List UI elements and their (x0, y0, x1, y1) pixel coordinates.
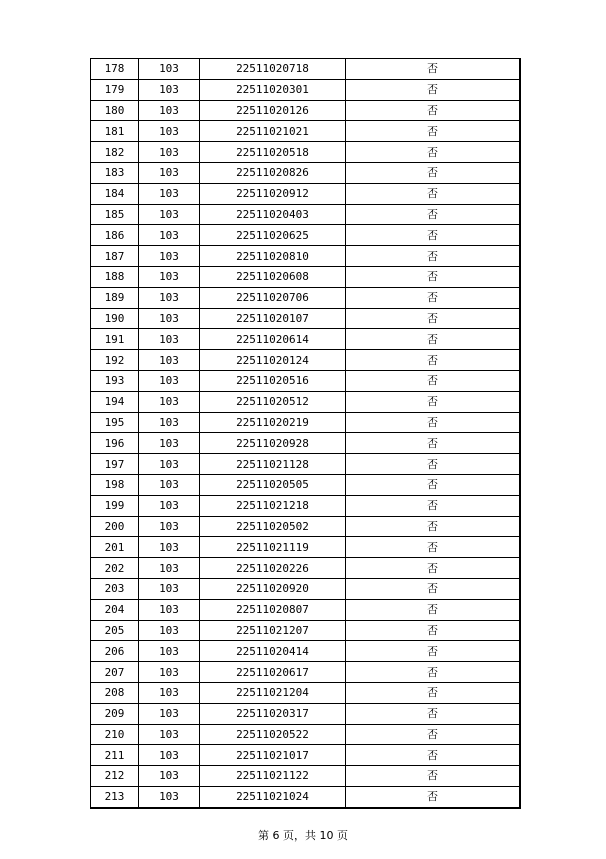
status-cell: 否 (346, 162, 521, 183)
id-number-cell: 22511020826 (200, 162, 346, 183)
table-row (91, 724, 521, 745)
status-cell: 否 (346, 454, 521, 475)
code-cell: 103 (139, 204, 200, 225)
table-row (91, 662, 521, 683)
id-number-cell: 22511020516 (200, 370, 346, 391)
row-number-cell: 182 (91, 142, 139, 163)
code-cell: 103 (139, 724, 200, 745)
table-row (91, 766, 521, 787)
table-row (91, 786, 521, 807)
table-row (91, 142, 521, 163)
code-cell: 103 (139, 121, 200, 142)
row-number-cell: 187 (91, 246, 139, 267)
code-cell: 103 (139, 786, 200, 807)
code-cell: 103 (139, 620, 200, 641)
code-cell: 103 (139, 703, 200, 724)
id-number-cell: 22511021017 (200, 745, 346, 766)
row-number-cell: 212 (91, 766, 139, 787)
table-row (91, 391, 521, 412)
table-row (91, 225, 521, 246)
status-cell: 否 (346, 100, 521, 121)
row-number-cell: 207 (91, 662, 139, 683)
status-cell: 否 (346, 620, 521, 641)
code-cell: 103 (139, 350, 200, 371)
id-number-cell: 22511021024 (200, 786, 346, 807)
row-number-cell: 204 (91, 599, 139, 620)
row-number-cell: 210 (91, 724, 139, 745)
status-cell: 否 (346, 578, 521, 599)
id-number-cell: 22511020608 (200, 266, 346, 287)
code-cell: 103 (139, 79, 200, 100)
row-number-cell: 206 (91, 641, 139, 662)
table-row (91, 620, 521, 641)
status-cell: 否 (346, 329, 521, 350)
code-cell: 103 (139, 599, 200, 620)
row-number-cell: 196 (91, 433, 139, 454)
row-number-cell: 186 (91, 225, 139, 246)
status-cell: 否 (346, 641, 521, 662)
row-number-cell: 178 (91, 59, 139, 80)
code-cell: 103 (139, 474, 200, 495)
table-row (91, 246, 521, 267)
status-cell: 否 (346, 266, 521, 287)
row-number-cell: 200 (91, 516, 139, 537)
table-row (91, 204, 521, 225)
table-row (91, 578, 521, 599)
status-cell: 否 (346, 724, 521, 745)
row-number-cell: 179 (91, 79, 139, 100)
code-cell: 103 (139, 183, 200, 204)
code-cell: 103 (139, 495, 200, 516)
row-number-cell: 194 (91, 391, 139, 412)
status-cell: 否 (346, 599, 521, 620)
status-cell: 否 (346, 558, 521, 579)
status-cell: 否 (346, 350, 521, 371)
table-row (91, 703, 521, 724)
id-number-cell: 22511020414 (200, 641, 346, 662)
table-row (91, 495, 521, 516)
code-cell: 103 (139, 162, 200, 183)
code-cell: 103 (139, 266, 200, 287)
status-cell: 否 (346, 204, 521, 225)
code-cell: 103 (139, 558, 200, 579)
table-row (91, 641, 521, 662)
table-row (91, 308, 521, 329)
table-row (91, 558, 521, 579)
id-number-cell: 22511020928 (200, 433, 346, 454)
status-cell: 否 (346, 225, 521, 246)
row-number-cell: 191 (91, 329, 139, 350)
row-number-cell: 211 (91, 745, 139, 766)
row-number-cell: 188 (91, 266, 139, 287)
row-number-cell: 202 (91, 558, 139, 579)
id-number-cell: 22511020614 (200, 329, 346, 350)
table-row (91, 100, 521, 121)
table-body (91, 59, 521, 808)
code-cell: 103 (139, 412, 200, 433)
row-number-cell: 208 (91, 682, 139, 703)
code-cell: 103 (139, 745, 200, 766)
status-cell: 否 (346, 662, 521, 683)
table-row (91, 329, 521, 350)
row-number-cell: 199 (91, 495, 139, 516)
id-number-cell: 22511020512 (200, 391, 346, 412)
code-cell: 103 (139, 329, 200, 350)
code-cell: 103 (139, 308, 200, 329)
row-number-cell: 201 (91, 537, 139, 558)
table-row (91, 370, 521, 391)
table-row (91, 745, 521, 766)
table-row (91, 474, 521, 495)
id-number-cell: 22511020301 (200, 79, 346, 100)
table-row (91, 516, 521, 537)
code-cell: 103 (139, 100, 200, 121)
id-number-cell: 22511020617 (200, 662, 346, 683)
row-number-cell: 185 (91, 204, 139, 225)
id-number-cell: 22511020522 (200, 724, 346, 745)
row-number-cell: 193 (91, 370, 139, 391)
code-cell: 103 (139, 766, 200, 787)
status-cell: 否 (346, 703, 521, 724)
row-number-cell: 183 (91, 162, 139, 183)
status-cell: 否 (346, 370, 521, 391)
id-number-cell: 22511020625 (200, 225, 346, 246)
code-cell: 103 (139, 641, 200, 662)
id-number-cell: 22511020502 (200, 516, 346, 537)
status-cell: 否 (346, 766, 521, 787)
status-cell: 否 (346, 287, 521, 308)
status-cell: 否 (346, 391, 521, 412)
id-number-cell: 22511020505 (200, 474, 346, 495)
status-cell: 否 (346, 246, 521, 267)
status-cell: 否 (346, 516, 521, 537)
id-number-cell: 22511020403 (200, 204, 346, 225)
table-row (91, 121, 521, 142)
id-number-cell: 22511021207 (200, 620, 346, 641)
id-number-cell: 22511020718 (200, 59, 346, 80)
table-row (91, 599, 521, 620)
row-number-cell: 205 (91, 620, 139, 641)
id-number-cell: 22511020810 (200, 246, 346, 267)
row-number-cell: 195 (91, 412, 139, 433)
status-cell: 否 (346, 786, 521, 807)
code-cell: 103 (139, 225, 200, 246)
table-row (91, 412, 521, 433)
status-cell: 否 (346, 495, 521, 516)
code-cell: 103 (139, 370, 200, 391)
table-row (91, 537, 521, 558)
table-row (91, 266, 521, 287)
status-cell: 否 (346, 142, 521, 163)
table-row (91, 183, 521, 204)
row-number-cell: 209 (91, 703, 139, 724)
row-number-cell: 189 (91, 287, 139, 308)
id-number-cell: 22511020706 (200, 287, 346, 308)
status-cell: 否 (346, 682, 521, 703)
data-table (90, 58, 521, 809)
status-cell: 否 (346, 745, 521, 766)
id-number-cell: 22511020912 (200, 183, 346, 204)
id-number-cell: 22511020226 (200, 558, 346, 579)
table-row (91, 350, 521, 371)
status-cell: 否 (346, 79, 521, 100)
code-cell: 103 (139, 537, 200, 558)
id-number-cell: 22511020124 (200, 350, 346, 371)
id-number-cell: 22511020317 (200, 703, 346, 724)
table-row (91, 287, 521, 308)
id-number-cell: 22511021128 (200, 454, 346, 475)
id-number-cell: 22511020518 (200, 142, 346, 163)
row-number-cell: 192 (91, 350, 139, 371)
table-row (91, 682, 521, 703)
code-cell: 103 (139, 142, 200, 163)
code-cell: 103 (139, 246, 200, 267)
status-cell: 否 (346, 474, 521, 495)
code-cell: 103 (139, 433, 200, 454)
code-cell: 103 (139, 516, 200, 537)
id-number-cell: 22511020107 (200, 308, 346, 329)
status-cell: 否 (346, 59, 521, 80)
row-number-cell: 213 (91, 786, 139, 807)
row-number-cell: 184 (91, 183, 139, 204)
id-number-cell: 22511020920 (200, 578, 346, 599)
table-row (91, 454, 521, 475)
row-number-cell: 181 (91, 121, 139, 142)
id-number-cell: 22511021204 (200, 682, 346, 703)
status-cell: 否 (346, 412, 521, 433)
id-number-cell: 22511021122 (200, 766, 346, 787)
status-cell: 否 (346, 183, 521, 204)
code-cell: 103 (139, 391, 200, 412)
id-number-cell: 22511021218 (200, 495, 346, 516)
row-number-cell: 198 (91, 474, 139, 495)
table-row (91, 162, 521, 183)
table-row (91, 59, 521, 80)
code-cell: 103 (139, 662, 200, 683)
id-number-cell: 22511021021 (200, 121, 346, 142)
table-row (91, 433, 521, 454)
code-cell: 103 (139, 454, 200, 475)
id-number-cell: 22511021119 (200, 537, 346, 558)
row-number-cell: 180 (91, 100, 139, 121)
code-cell: 103 (139, 578, 200, 599)
row-number-cell: 190 (91, 308, 139, 329)
row-number-cell: 197 (91, 454, 139, 475)
status-cell: 否 (346, 121, 521, 142)
id-number-cell: 22511020219 (200, 412, 346, 433)
id-number-cell: 22511020807 (200, 599, 346, 620)
page-footer: 第 6 页，共 10 页 (258, 829, 348, 842)
code-cell: 103 (139, 682, 200, 703)
id-number-cell: 22511020126 (200, 100, 346, 121)
row-number-cell: 203 (91, 578, 139, 599)
status-cell: 否 (346, 433, 521, 454)
status-cell: 否 (346, 537, 521, 558)
code-cell: 103 (139, 59, 200, 80)
status-cell: 否 (346, 308, 521, 329)
table-row (91, 79, 521, 100)
code-cell: 103 (139, 287, 200, 308)
